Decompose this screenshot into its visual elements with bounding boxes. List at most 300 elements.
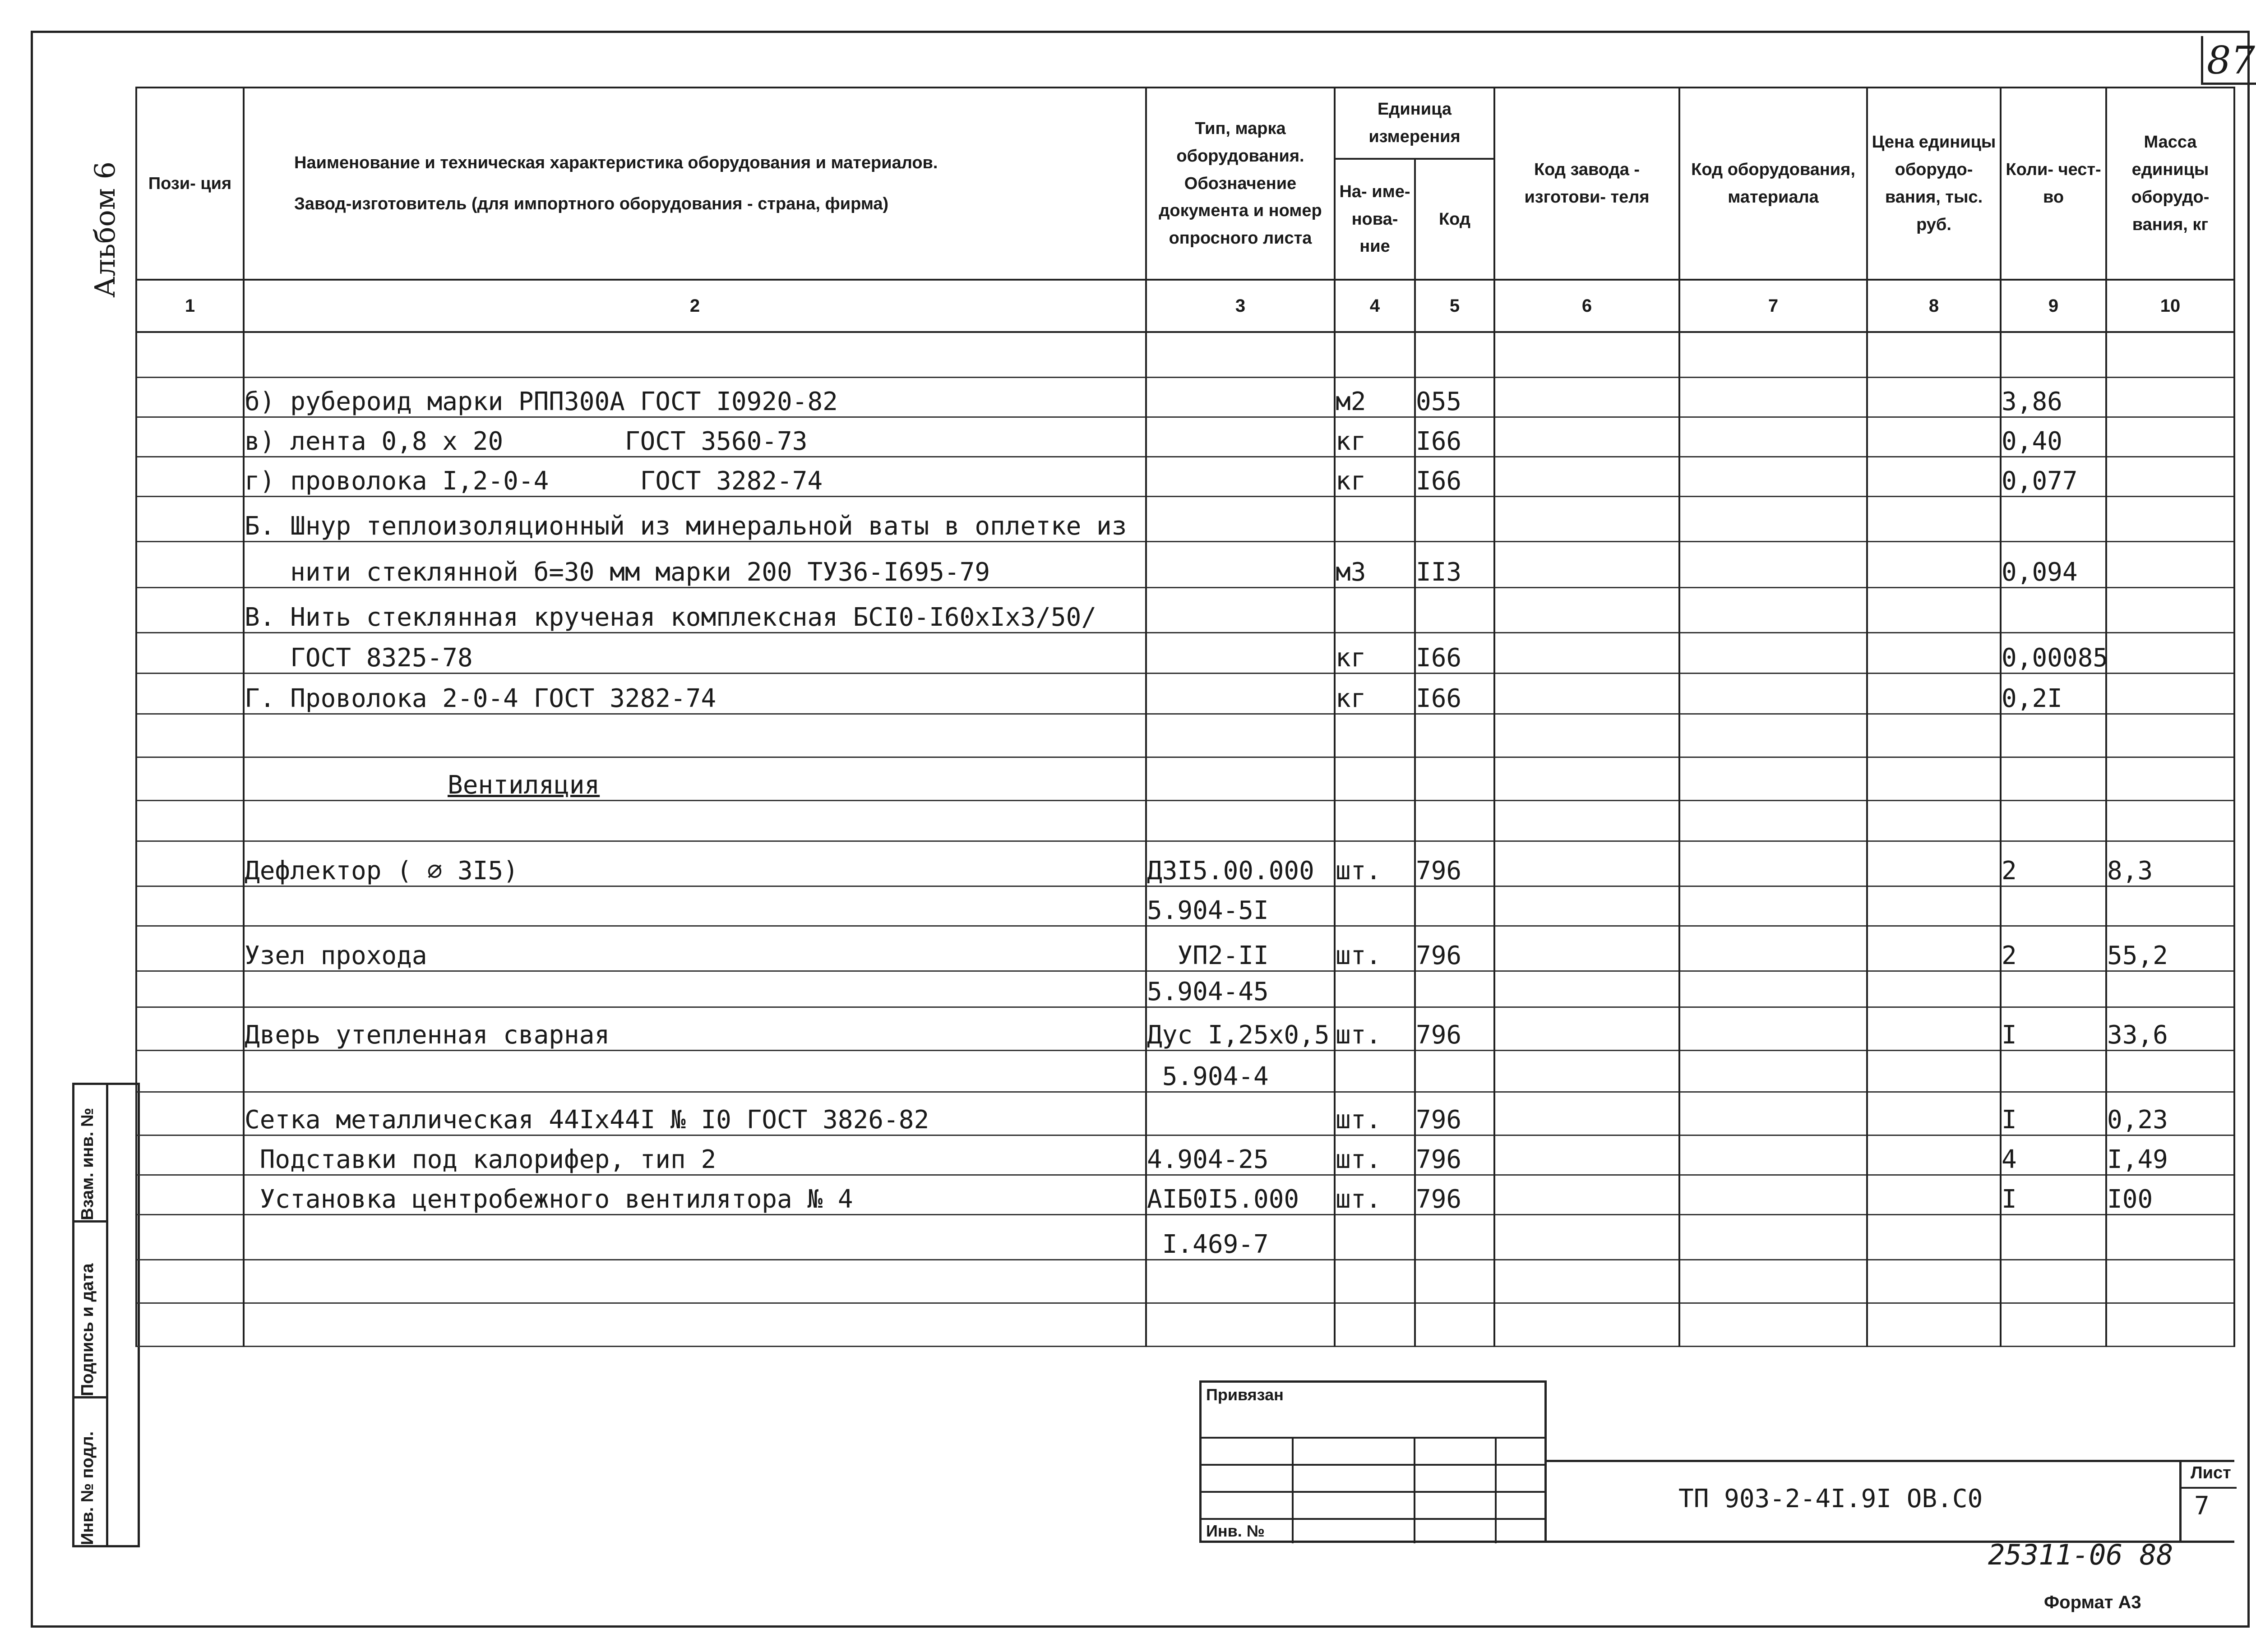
cell-code: I66 xyxy=(1415,417,1494,457)
cell-unit xyxy=(1335,1260,1415,1303)
cell-empty xyxy=(1867,971,2001,1007)
cell-mass xyxy=(2106,971,2234,1007)
cell-qty: 4 xyxy=(2001,1135,2106,1175)
cell-unit: кг xyxy=(1335,417,1415,457)
sheet-label: Лист xyxy=(2191,1463,2231,1482)
cell-unit: шт. xyxy=(1335,841,1415,886)
cell-empty xyxy=(1679,417,1867,457)
column-number: 10 xyxy=(2106,280,2234,332)
table-row xyxy=(136,1007,2234,1050)
cell-qty: 0,094 xyxy=(2001,541,2106,587)
cell-name xyxy=(244,800,1146,841)
cell-code xyxy=(1415,587,1494,632)
cell-unit: шт. xyxy=(1335,1007,1415,1050)
cell-qty: 2 xyxy=(2001,926,2106,971)
table-row xyxy=(136,1303,2234,1346)
cell-pos xyxy=(136,332,244,377)
cell-mass xyxy=(2106,1214,2234,1260)
cell-empty xyxy=(1867,757,2001,800)
cell-name xyxy=(244,1260,1146,1303)
table-row xyxy=(136,757,2234,800)
column-number: 5 xyxy=(1415,280,1494,332)
cell-type xyxy=(1146,457,1335,496)
column-number: 3 xyxy=(1146,280,1335,332)
cell-pos xyxy=(136,1260,244,1303)
cell-code xyxy=(1415,800,1494,841)
cell-qty: 0,2I xyxy=(2001,673,2106,714)
cell-empty xyxy=(1679,332,1867,377)
cell-qty xyxy=(2001,971,2106,1007)
table-row xyxy=(136,926,2234,971)
cell-mass: I,49 xyxy=(2106,1135,2234,1175)
cell-qty: 0,077 xyxy=(2001,457,2106,496)
cell-unit xyxy=(1335,800,1415,841)
cell-pos xyxy=(136,496,244,541)
cell-empty xyxy=(1679,1214,1867,1260)
cell-qty: 3,86 xyxy=(2001,377,2106,417)
table-body xyxy=(136,332,2234,1346)
cell-empty xyxy=(1867,673,2001,714)
cell-empty xyxy=(1867,1303,2001,1346)
cell-qty xyxy=(2001,587,2106,632)
cell-name: ГОСТ 8325-78 xyxy=(244,632,1146,673)
header-quantity: Коли- чест- во xyxy=(2001,88,2106,280)
cell-qty: I xyxy=(2001,1007,2106,1050)
cell-unit: шт. xyxy=(1335,1175,1415,1214)
cell-empty xyxy=(1679,1175,1867,1214)
cell-code: 796 xyxy=(1415,1092,1494,1135)
cell-empty xyxy=(1679,377,1867,417)
cell-type: 4.904-25 xyxy=(1146,1135,1335,1175)
cell-qty xyxy=(2001,800,2106,841)
cell-empty xyxy=(1867,841,2001,886)
header-name-line1: Наименование и техническая характеристика оборудования и материалов. xyxy=(294,153,938,172)
header-position: Пози- ция xyxy=(136,88,244,280)
cell-name xyxy=(244,1050,1146,1092)
cell-qty xyxy=(2001,1260,2106,1303)
cell-pos xyxy=(136,587,244,632)
cell-mass xyxy=(2106,632,2234,673)
table-row xyxy=(136,632,2234,673)
cell-empty xyxy=(1867,541,2001,587)
cell-type xyxy=(1146,1092,1335,1135)
cell-pos xyxy=(136,757,244,800)
specification-table xyxy=(135,87,2235,1347)
cell-mass xyxy=(2106,377,2234,417)
cell-code: 796 xyxy=(1415,1175,1494,1214)
cell-mass: 8,3 xyxy=(2106,841,2234,886)
cell-empty xyxy=(1867,1214,2001,1260)
cell-empty xyxy=(1679,1135,1867,1175)
cell-code xyxy=(1415,1303,1494,1346)
cell-empty xyxy=(1867,1092,2001,1135)
table-row xyxy=(136,1135,2234,1175)
cell-unit: кг xyxy=(1335,457,1415,496)
cell-empty xyxy=(1494,1260,1679,1303)
cell-empty xyxy=(1679,971,1867,1007)
cell-name xyxy=(244,332,1146,377)
cell-mass xyxy=(2106,886,2234,926)
cell-qty xyxy=(2001,1050,2106,1092)
cell-qty xyxy=(2001,886,2106,926)
table-row xyxy=(136,457,2234,496)
cell-empty xyxy=(1494,757,1679,800)
cell-empty xyxy=(1867,417,2001,457)
cell-mass: 0,23 xyxy=(2106,1092,2234,1135)
table-row xyxy=(136,541,2234,587)
cell-empty xyxy=(1679,632,1867,673)
cell-mass xyxy=(2106,332,2234,377)
cell-code xyxy=(1415,1050,1494,1092)
cell-mass xyxy=(2106,496,2234,541)
cell-pos xyxy=(136,1214,244,1260)
cell-qty: I xyxy=(2001,1092,2106,1135)
column-number: 7 xyxy=(1679,280,1867,332)
section-title: Вентиляция xyxy=(448,770,600,800)
cell-name: б) рубероид марки РПП300А ГОСТ I0920-82 xyxy=(244,377,1146,417)
cell-unit: кг xyxy=(1335,632,1415,673)
cell-pos xyxy=(136,926,244,971)
page-number: 87 xyxy=(2201,36,2256,85)
cell-code: I66 xyxy=(1415,457,1494,496)
cell-qty: 0,40 xyxy=(2001,417,2106,457)
header-unit-code: Код xyxy=(1415,159,1494,280)
cell-unit xyxy=(1335,332,1415,377)
cell-type: ДЗI5.00.000 xyxy=(1146,841,1335,886)
cell-empty xyxy=(1494,1092,1679,1135)
cell-empty xyxy=(1494,541,1679,587)
cell-type xyxy=(1146,587,1335,632)
cell-name: Б. Шнур теплоизоляционный из минеральной ваты в оплетке из xyxy=(244,496,1146,541)
cell-mass xyxy=(2106,800,2234,841)
table-row xyxy=(136,587,2234,632)
cell-empty xyxy=(1494,1214,1679,1260)
cell-empty xyxy=(1679,757,1867,800)
cell-type xyxy=(1146,541,1335,587)
cell-mass xyxy=(2106,673,2234,714)
cell-pos xyxy=(136,1092,244,1135)
header-unit-name: На- име- нова- ние xyxy=(1335,159,1415,280)
cell-empty xyxy=(1679,1092,1867,1135)
cell-unit: кг xyxy=(1335,673,1415,714)
cell-type: 5.904-4 xyxy=(1146,1050,1335,1092)
cell-qty: 0,00085 xyxy=(2001,632,2106,673)
side-label-vzam-inv: Взам. инв. № xyxy=(78,1107,97,1220)
format-label: Формат А3 xyxy=(2044,1592,2141,1612)
cell-code: 796 xyxy=(1415,1007,1494,1050)
cell-pos xyxy=(136,1050,244,1092)
cell-empty xyxy=(1867,1260,2001,1303)
cell-type xyxy=(1146,1260,1335,1303)
table-row xyxy=(136,971,2234,1007)
cell-unit: шт. xyxy=(1335,1092,1415,1135)
table-row xyxy=(136,673,2234,714)
cell-type: 5.904-5I xyxy=(1146,886,1335,926)
cell-empty xyxy=(1679,714,1867,757)
cell-code: II3 xyxy=(1415,541,1494,587)
table-row xyxy=(136,496,2234,541)
cell-empty xyxy=(1867,632,2001,673)
cell-empty xyxy=(1867,1007,2001,1050)
cell-empty xyxy=(1494,457,1679,496)
cell-mass: I00 xyxy=(2106,1175,2234,1214)
cell-name xyxy=(244,1303,1146,1346)
column-number: 4 xyxy=(1335,280,1415,332)
cell-name: Дефлектор ( ⌀ 3I5) xyxy=(244,841,1146,886)
cell-empty xyxy=(1679,541,1867,587)
header-name-line2: Завод-изготовитель (для импортного оборудования - страна, фирма) xyxy=(294,194,889,213)
cell-type: 5.904-45 xyxy=(1146,971,1335,1007)
cell-empty xyxy=(1679,1007,1867,1050)
cell-name: Дверь утепленная сварная xyxy=(244,1007,1146,1050)
cell-code xyxy=(1415,496,1494,541)
archive-number: 25311-06 88 xyxy=(1988,1538,2173,1571)
cell-pos xyxy=(136,886,244,926)
cell-empty xyxy=(1494,587,1679,632)
cell-mass xyxy=(2106,587,2234,632)
cell-pos xyxy=(136,800,244,841)
cell-empty xyxy=(1867,332,2001,377)
cell-empty xyxy=(1867,714,2001,757)
cell-code: 796 xyxy=(1415,926,1494,971)
cell-qty xyxy=(2001,714,2106,757)
cell-empty xyxy=(1679,1303,1867,1346)
cell-empty xyxy=(1494,417,1679,457)
cell-empty xyxy=(1679,673,1867,714)
cell-unit xyxy=(1335,587,1415,632)
cell-empty xyxy=(1494,377,1679,417)
cell-pos xyxy=(136,457,244,496)
cell-mass xyxy=(2106,1050,2234,1092)
header-equipment-code: Код оборудования, материала xyxy=(1679,88,1867,280)
side-stamp xyxy=(72,1083,140,1547)
cell-unit xyxy=(1335,714,1415,757)
cell-empty xyxy=(1494,926,1679,971)
cell-pos xyxy=(136,377,244,417)
cell-empty xyxy=(1679,886,1867,926)
cell-pos xyxy=(136,541,244,587)
cell-empty xyxy=(1867,886,2001,926)
cell-type: Дус I,25х0,5 xyxy=(1146,1007,1335,1050)
cell-mass xyxy=(2106,714,2234,757)
cell-pos xyxy=(136,841,244,886)
cell-code: 055 xyxy=(1415,377,1494,417)
cell-pos xyxy=(136,714,244,757)
cell-empty xyxy=(1679,1260,1867,1303)
cell-name: Сетка металлическая 44Iх44I № I0 ГОСТ 3826-82 xyxy=(244,1092,1146,1135)
cell-empty xyxy=(1867,1050,2001,1092)
album-label: Альбом 6 xyxy=(88,161,121,298)
sheet-box xyxy=(2179,1460,2234,1543)
cell-mass xyxy=(2106,457,2234,496)
cell-type xyxy=(1146,673,1335,714)
cell-empty xyxy=(1494,1007,1679,1050)
cell-empty xyxy=(1867,926,2001,971)
binding-stamp xyxy=(1199,1380,1547,1543)
cell-empty xyxy=(1679,800,1867,841)
cell-unit xyxy=(1335,496,1415,541)
cell-empty xyxy=(1679,926,1867,971)
cell-code: I66 xyxy=(1415,673,1494,714)
cell-qty xyxy=(2001,496,2106,541)
cell-type xyxy=(1146,496,1335,541)
cell-pos xyxy=(136,1007,244,1050)
table-row xyxy=(136,841,2234,886)
cell-pos xyxy=(136,417,244,457)
cell-code: 796 xyxy=(1415,1135,1494,1175)
cell-name xyxy=(244,971,1146,1007)
cell-pos xyxy=(136,1175,244,1214)
cell-name: в) лента 0,8 х 20 ГОСТ 3560-73 xyxy=(244,417,1146,457)
cell-name: г) проволока I,2-0-4 ГОСТ 3282-74 xyxy=(244,457,1146,496)
cell-empty xyxy=(1867,1175,2001,1214)
cell-empty xyxy=(1867,587,2001,632)
cell-qty: 2 xyxy=(2001,841,2106,886)
cell-empty xyxy=(1494,496,1679,541)
table-row xyxy=(136,332,2234,377)
table-row xyxy=(136,1260,2234,1303)
header-price: Цена единицы оборудо- вания, тыс. руб. xyxy=(1867,88,2001,280)
cell-name xyxy=(244,714,1146,757)
cell-name xyxy=(244,886,1146,926)
cell-unit xyxy=(1335,1050,1415,1092)
cell-empty xyxy=(1867,457,2001,496)
cell-empty xyxy=(1494,1303,1679,1346)
cell-code xyxy=(1415,1214,1494,1260)
column-number: 6 xyxy=(1494,280,1679,332)
cell-empty xyxy=(1494,971,1679,1007)
cell-type xyxy=(1146,1303,1335,1346)
cell-mass xyxy=(2106,417,2234,457)
cell-qty xyxy=(2001,757,2106,800)
cell-mass xyxy=(2106,757,2234,800)
cell-unit xyxy=(1335,971,1415,1007)
cell-unit: шт. xyxy=(1335,1135,1415,1175)
cell-pos xyxy=(136,1135,244,1175)
cell-mass xyxy=(2106,1303,2234,1346)
cell-empty xyxy=(1494,1135,1679,1175)
cell-code xyxy=(1415,757,1494,800)
cell-empty xyxy=(1494,1175,1679,1214)
cell-empty xyxy=(1494,800,1679,841)
cell-empty xyxy=(1494,673,1679,714)
cell-name: Узел прохода xyxy=(244,926,1146,971)
cell-code: 796 xyxy=(1415,841,1494,886)
cell-empty xyxy=(1867,377,2001,417)
cell-empty xyxy=(1867,1135,2001,1175)
table-row xyxy=(136,377,2234,417)
cell-empty xyxy=(1494,332,1679,377)
cell-name xyxy=(244,1214,1146,1260)
column-number: 8 xyxy=(1867,280,2001,332)
cell-empty xyxy=(1679,1050,1867,1092)
cell-unit: м2 xyxy=(1335,377,1415,417)
cell-type xyxy=(1146,417,1335,457)
cell-pos xyxy=(136,673,244,714)
column-number: 1 xyxy=(136,280,244,332)
cell-name: Г. Проволока 2-0-4 ГОСТ 3282-74 xyxy=(244,673,1146,714)
table-row xyxy=(136,1050,2234,1092)
cell-mass xyxy=(2106,541,2234,587)
cell-empty xyxy=(1494,886,1679,926)
header-mass: Масса единицы оборудо- вания, кг xyxy=(2106,88,2234,280)
cell-pos xyxy=(136,632,244,673)
header-type: Тип, марка оборудования. Обозначение документа и номер опросного листа xyxy=(1146,88,1335,280)
inv-no-label: Инв. № xyxy=(1206,1522,1265,1540)
table-row xyxy=(136,1214,2234,1260)
cell-empty xyxy=(1867,496,2001,541)
privyazan-label: Привязан xyxy=(1206,1385,1284,1404)
cell-mass: 55,2 xyxy=(2106,926,2234,971)
cell-pos xyxy=(136,971,244,1007)
cell-unit xyxy=(1335,1214,1415,1260)
header-unit-group: Единица измерения xyxy=(1335,88,1494,159)
cell-code: I66 xyxy=(1415,632,1494,673)
cell-empty xyxy=(1679,587,1867,632)
header-name xyxy=(244,88,1146,280)
cell-type xyxy=(1146,377,1335,417)
cell-type xyxy=(1146,800,1335,841)
cell-unit: м3 xyxy=(1335,541,1415,587)
cell-pos xyxy=(136,1303,244,1346)
cell-qty xyxy=(2001,1214,2106,1260)
cell-type xyxy=(1146,632,1335,673)
cell-unit xyxy=(1335,757,1415,800)
cell-name: В. Нить стеклянная крученая комплексная БСI0-I60хIх3/50/ xyxy=(244,587,1146,632)
cell-type xyxy=(1146,714,1335,757)
cell-empty xyxy=(1494,632,1679,673)
cell-type: I.469-7 xyxy=(1146,1214,1335,1260)
cell-empty xyxy=(1679,496,1867,541)
cell-code xyxy=(1415,1260,1494,1303)
cell-mass xyxy=(2106,1260,2234,1303)
cell-unit xyxy=(1335,886,1415,926)
table-row xyxy=(136,886,2234,926)
cell-unit: шт. xyxy=(1335,926,1415,971)
cell-empty xyxy=(1679,457,1867,496)
sheet-value: 7 xyxy=(2194,1491,2210,1521)
header-factory-code: Код завода - изготови- теля xyxy=(1494,88,1679,280)
table-row xyxy=(136,800,2234,841)
cell-empty xyxy=(1494,714,1679,757)
column-number-row xyxy=(136,280,2234,332)
table-row xyxy=(136,1175,2234,1214)
table-row xyxy=(136,417,2234,457)
cell-mass: 33,6 xyxy=(2106,1007,2234,1050)
cell-code xyxy=(1415,714,1494,757)
cell-empty xyxy=(1867,800,2001,841)
cell-code xyxy=(1415,971,1494,1007)
cell-name: Подставки под калорифер, тип 2 xyxy=(244,1135,1146,1175)
cell-unit xyxy=(1335,1303,1415,1346)
column-number: 2 xyxy=(244,280,1146,332)
side-label-podpis-data: Подпись и дата xyxy=(78,1263,97,1396)
cell-empty xyxy=(1494,841,1679,886)
cell-empty xyxy=(1679,841,1867,886)
document-code: ТП 903-2-4I.9I ОВ.С0 xyxy=(1678,1484,1983,1514)
cell-qty xyxy=(2001,332,2106,377)
cell-code xyxy=(1415,886,1494,926)
table-row xyxy=(136,714,2234,757)
side-label-inv-podl: Инв. № подл. xyxy=(78,1431,97,1545)
cell-type xyxy=(1146,332,1335,377)
cell-type: АIБ0I5.000 xyxy=(1146,1175,1335,1214)
table-row xyxy=(136,1092,2234,1135)
cell-name: нити стеклянной б=30 мм марки 200 ТУ36-I695-79 xyxy=(244,541,1146,587)
cell-name: Установка центробежного вентилятора № 4 xyxy=(244,1175,1146,1214)
column-number: 9 xyxy=(2001,280,2106,332)
cell-qty xyxy=(2001,1303,2106,1346)
